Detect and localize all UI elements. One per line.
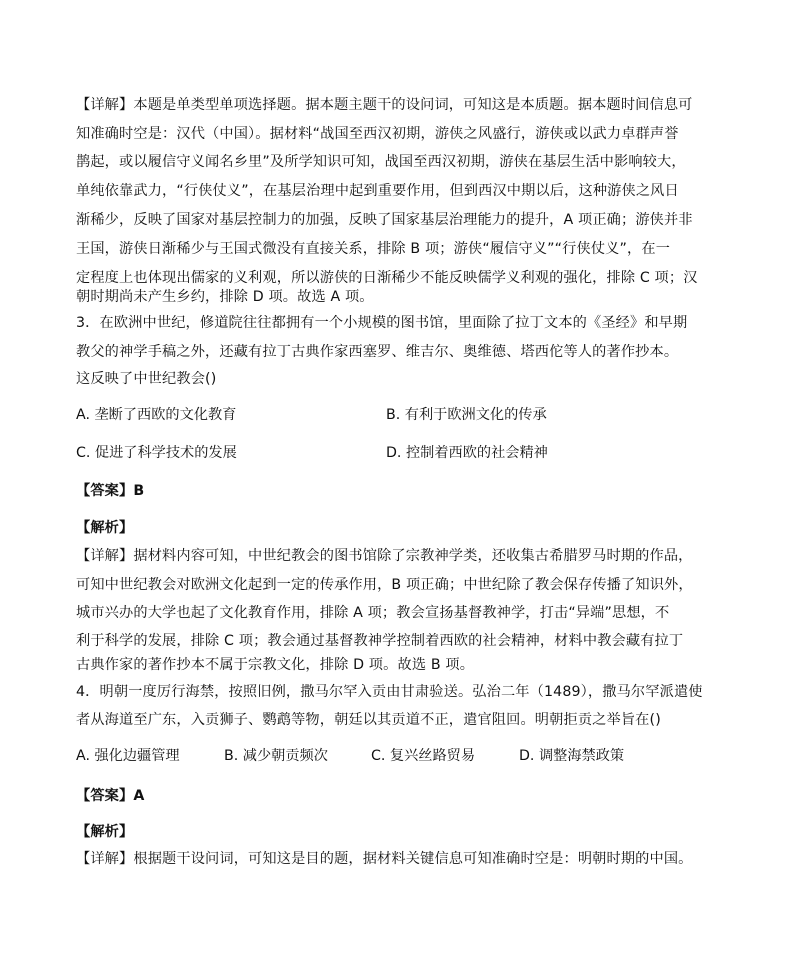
q4-answer: 【答案】A	[76, 788, 145, 804]
q3-stem-line: 这反映了中世纪教会()	[76, 371, 217, 387]
q3-option-c: C. 促进了科学技术的发展	[76, 445, 237, 461]
q2-detail-line: 渐稀少，反映了国家对基层控制力的加强，反映了国家基层治理能力的提升，A 项正确；游侠并非	[76, 212, 693, 228]
q3-detail-line: 可知中世纪教会对欧洲文化起到一定的传承作用，B 项正确；中世纪除了教会保存传播了知识外，	[76, 577, 693, 593]
q3-detail-line: 利于科学的发展，排除 C 项；教会通过基督教神学控制着西欧的社会精神，材料中教会藏有拉丁	[76, 633, 684, 649]
q2-detail-line: 【详解】本题是单类型单项选择题。据本题主题干的设问词，可知这是本质题。据本题时间信息可	[76, 97, 693, 113]
q3-stem-line: 教父的神学手稿之外，还藏有拉丁古典作家西塞罗、维吉尔、奥维德、塔西佗等人的著作抄本。	[76, 344, 679, 360]
q3-answer: 【答案】B	[76, 483, 145, 499]
q2-detail-line: 王国，游侠日渐稀少与王国式微没有直接关系，排除 B 项；游侠“履信守义”“行侠仗义”，在一	[76, 241, 671, 257]
q4-stem-line: 者从海道至广东，入贡狮子、鹦鹉等物，朝廷以其贡道不正，遣官阻回。明朝拒贡之举旨在()	[76, 712, 661, 728]
q2-detail-line: 定程度上也体现出儒家的义利观，所以游侠的日渐稀少不能反映儒学义利观的强化，排除 C 项；汉	[76, 270, 698, 286]
q3-detail-line: 古典作家的著作抄本不属于宗教文化，排除 D 项。故选 B 项。	[76, 657, 475, 673]
q3-option-d: D. 控制着西欧的社会精神	[386, 445, 548, 461]
q3-detail-line: 【详解】据材料内容可知，中世纪教会的图书馆除了宗教神学类，还收集古希腊罗马时期的作品，	[76, 548, 693, 564]
q4-option-b: B. 减少朝贡频次	[224, 748, 328, 764]
q4-option-a: A. 强化边疆管理	[76, 748, 180, 764]
q4-analysis-heading: 【解析】	[76, 824, 134, 840]
q3-stem-line: 3．在欧洲中世纪，修道院往往都拥有一个小规模的图书馆，里面除了拉丁文本的《圣经》和早期	[76, 315, 688, 331]
q3-analysis-heading: 【解析】	[76, 520, 134, 536]
q2-detail-line: 单纯依靠武力，“行侠仗义”，在基层治理中起到重要作用，但到西汉中期以后，这种游侠之风日	[76, 183, 679, 199]
q4-option-c: C. 复兴丝路贸易	[371, 748, 476, 764]
q2-detail-line: 朝时期尚未产生乡约，排除 D 项。故选 A 项。	[76, 289, 374, 305]
q2-detail-line: 鹊起，或以履信守义闻名乡里”及所学知识可知，战国至西汉初期，游侠在基层生活中影响较大，	[76, 154, 686, 170]
q4-stem-line: 4．明朝一度厉行海禁，按照旧例，撒马尔罕入贡由甘肃验送。弘治二年（1489），撒马尔罕派遣使	[76, 684, 703, 700]
q3-option-a: A. 垄断了西欧的文化教育	[76, 407, 237, 423]
q3-detail-line: 城市兴办的大学也起了文化教育作用，排除 A 项；教会宣扬基督教神学，打击“异端”思想，不	[76, 605, 670, 621]
q4-detail-line: 【详解】根据题干设问词，可知这是目的题，据材料关键信息可知准确时空是：明朝时期的中国。	[76, 851, 693, 867]
q3-option-b: B. 有利于欧洲文化的传承	[386, 407, 547, 423]
q2-detail-line: 知准确时空是：汉代（中国）。据材料“战国至西汉初期，游侠之风盛行，游侠或以武力卓群声誉	[76, 126, 679, 142]
q4-option-d: D. 调整海禁政策	[519, 748, 625, 764]
